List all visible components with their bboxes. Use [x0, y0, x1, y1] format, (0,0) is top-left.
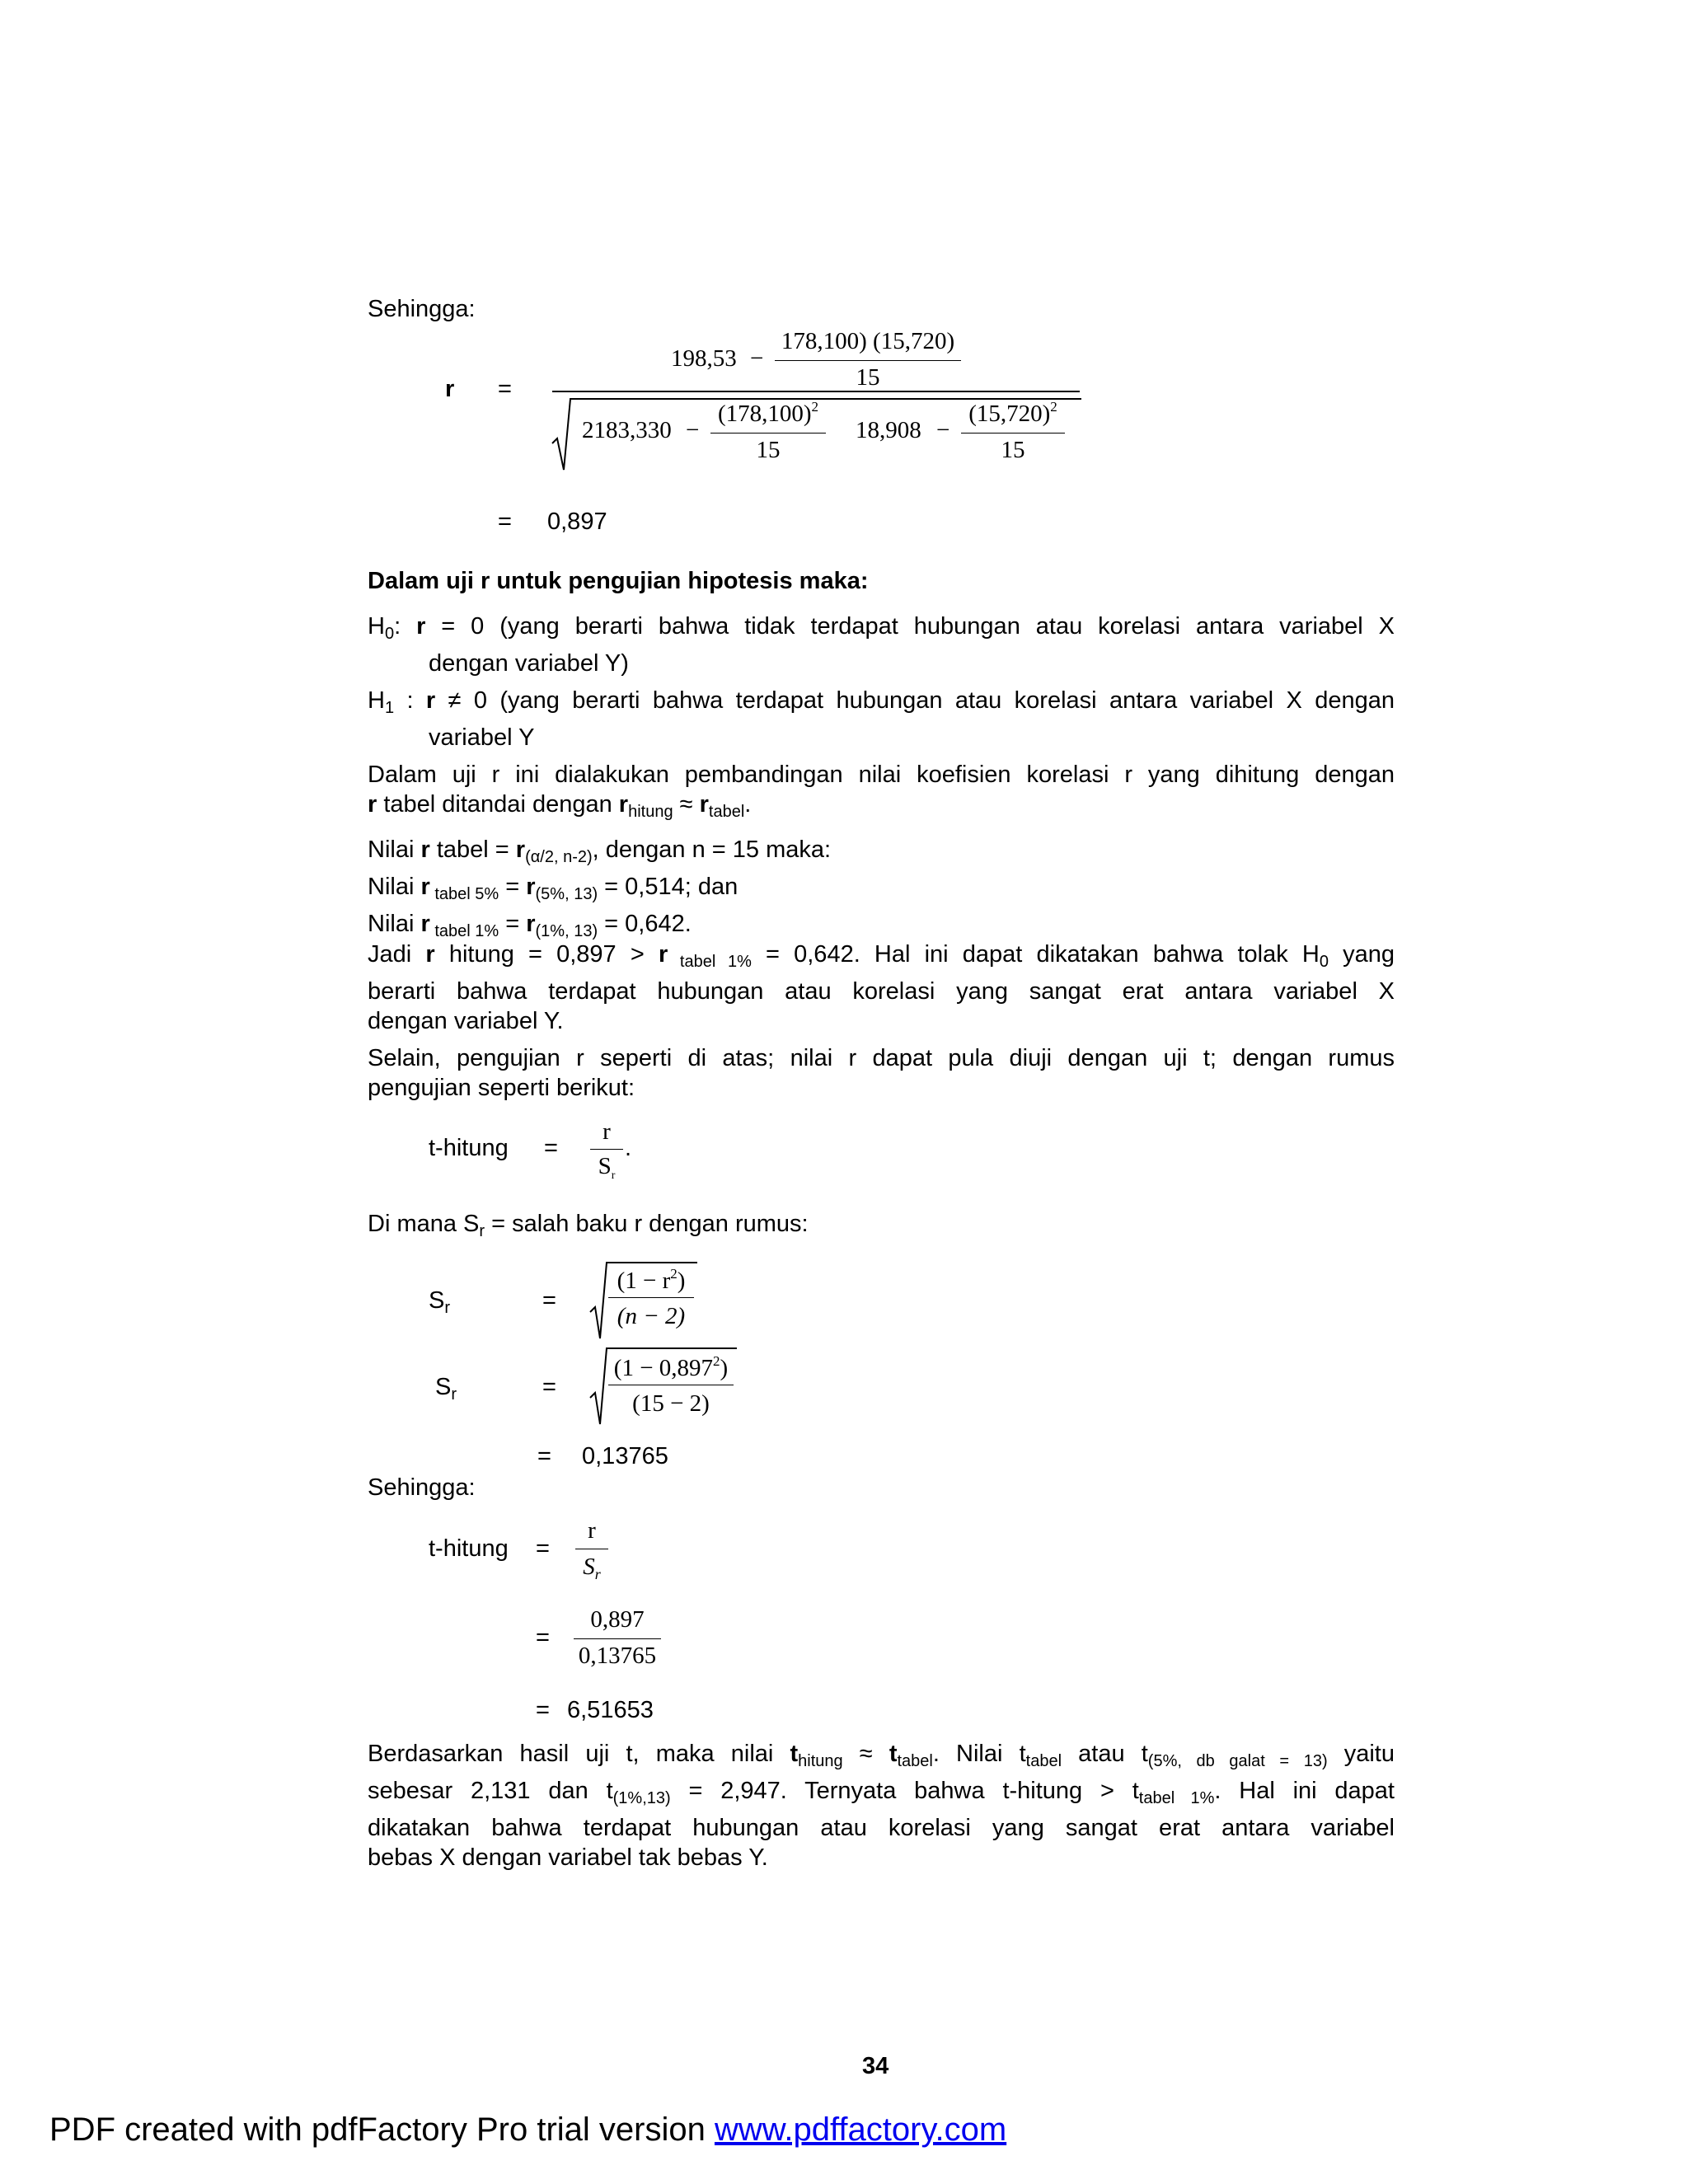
formula-r-den2-frac-line [961, 433, 1065, 434]
t-equals: = [536, 1624, 550, 1651]
sr-frac-line [608, 1297, 694, 1298]
footer-text: PDF created with pdfFactory Pro trial version [49, 2111, 715, 2148]
formula-r-num-frac-top: 178,100) (15,720) [781, 328, 955, 354]
formula-r-den2-frac-bottom: 15 [1001, 437, 1025, 463]
page-number: 34 [862, 2053, 889, 2079]
sr-equals: = [542, 1287, 556, 1314]
para-pembandingan: Dalam uji r ini dialakukan pembandingan nilai koefisien korelasi r yang dihitung dengan r tabel ditandai dengan $r_{hitung} \approx r_{tabel}$. [368, 762, 1395, 821]
sr-label: $S_r$ [435, 1374, 457, 1404]
para-berdasarkan: Berdasarkan hasil uji t, maka nilai $t_{hitung} \approx t_{tabel}$. Nilai $t_{tabel}$ atau $t_{(5\%, db galat = 13)}$ yaitu sebesar 2,131 dan $t_{(1\%,13)} = 2,947$. Ternyata bahwa t-hitung > $t_{tabel 1\%}$. Hal ini dapat dikatakan bahwa terdapat hubungan atau korelasi yang sangat erat antara variabel bebas X dengan variabel tak bebas Y. [368, 1741, 1395, 1871]
para-selain: Selain, pengujian r seperti di atas; nilai r dapat pula diuji dengan uji t; dengan rumus pengujian seperti berikut: [368, 1045, 1395, 1101]
footer [49, 2110, 1006, 2149]
formula-r-den1-frac-top: $(178,100)^2$ [717, 399, 819, 427]
t-frac-num: r [588, 1517, 596, 1544]
formula-r-den2-frac-top: $(15,720)^2$ [968, 399, 1057, 427]
t-frac-line [574, 1638, 661, 1639]
t-dot: . [625, 1135, 632, 1161]
t-result: 6,51653 [567, 1697, 654, 1723]
t-frac-num: 0,897 [590, 1606, 645, 1633]
formula-r-result-equals: = [498, 509, 512, 535]
t-frac-den: $S_r$ [583, 1554, 601, 1582]
t-frac-den: $S_r$ [598, 1153, 616, 1182]
formula-r-result: 0,897 [547, 509, 607, 535]
text-di-mana: Di mana $S_r$ = salah baku r dengan rumus: [368, 1211, 809, 1240]
sr-result: 0,13765 [582, 1443, 668, 1469]
sr-equals: = [542, 1374, 556, 1400]
formula-r-equals: = [498, 376, 512, 402]
formula-r-den2-a: 18,908 [856, 417, 921, 443]
t-frac-line [590, 1149, 623, 1150]
nilai-r-tabel [368, 835, 831, 946]
t-frac-den: 0,13765 [578, 1643, 657, 1669]
formula-r-den1-frac-line [710, 433, 826, 434]
formula-r-num-frac-bottom: 15 [856, 364, 880, 391]
formula-r-lhs: r [445, 376, 455, 402]
sr-num: $(1 - 0,897^2)$ [613, 1353, 729, 1381]
formula-r-den1-a: 2183,330 [582, 417, 672, 443]
t-hitung-equals: = [536, 1535, 550, 1562]
formula-r-num-frac-line [775, 360, 961, 361]
t-frac-num: r [603, 1118, 611, 1145]
sr-label: $S_r$ [429, 1287, 451, 1317]
t-result-equals: = [536, 1697, 550, 1723]
hypothesis-h0: $H_0$: r = 0 (yang berarti bahwa tidak terdapat hubungan atau korelasi antara variabel X dengan variabel Y) [368, 613, 1395, 677]
para-jadi: Jadi r hitung = 0,897 > r $_{tabel 1\%}$ = 0,642. Hal ini dapat dikatakan bahwa tolak $H_0$ yang berarti bahwa terdapat hubungan atau korelasi yang sangat erat antara variabel X dengan variabel Y. [368, 941, 1395, 1034]
formula-r-main-frac-line [552, 391, 1080, 392]
sr-num: $(1 - r^2)$ [617, 1266, 686, 1294]
nilai-line: Nilai r $_{tabel 5\%} = r_{(5\%, 13)} = 0,514$; dan [368, 874, 738, 903]
formula-r-den1-frac-bottom: 15 [756, 437, 781, 463]
t-hitung-label: t-hitung [429, 1135, 509, 1161]
footer-link[interactable]: www.pdffactory.com [714, 2111, 1007, 2148]
t-hitung-equals: = [544, 1135, 558, 1161]
t-hitung-label: t-hitung [429, 1535, 509, 1562]
formula-r-num-minus: − [750, 345, 764, 372]
hypothesis-h1: $H_1$ : r ≠ 0 (yang berarti bahwa terdapat hubungan atau korelasi antara variabel X dengan variabel Y [368, 687, 1395, 751]
formula-r-den2-minus: − [936, 417, 950, 443]
sr-den: (15 − 2) [632, 1390, 710, 1417]
nilai-line: Nilai r $_{tabel 1\%} = r_{(1\%, 13)} = 0,642$. [368, 911, 692, 940]
text-sehingga-2: Sehingga: [368, 1474, 476, 1501]
nilai-line: Nilai r tabel = $r_{(\alpha/2, n-2)}$, dengan n = 15 maka: [368, 837, 832, 866]
formula-r-den1-minus: − [686, 417, 700, 443]
text-sehingga: Sehingga: [368, 296, 476, 322]
heading-uji-r: Dalam uji r untuk pengujian hipotesis maka: [368, 568, 869, 594]
sr-result-equals: = [537, 1443, 551, 1469]
formula-r-num-a: 198,53 [671, 345, 737, 372]
sr-den: (n − 2) [617, 1303, 686, 1329]
